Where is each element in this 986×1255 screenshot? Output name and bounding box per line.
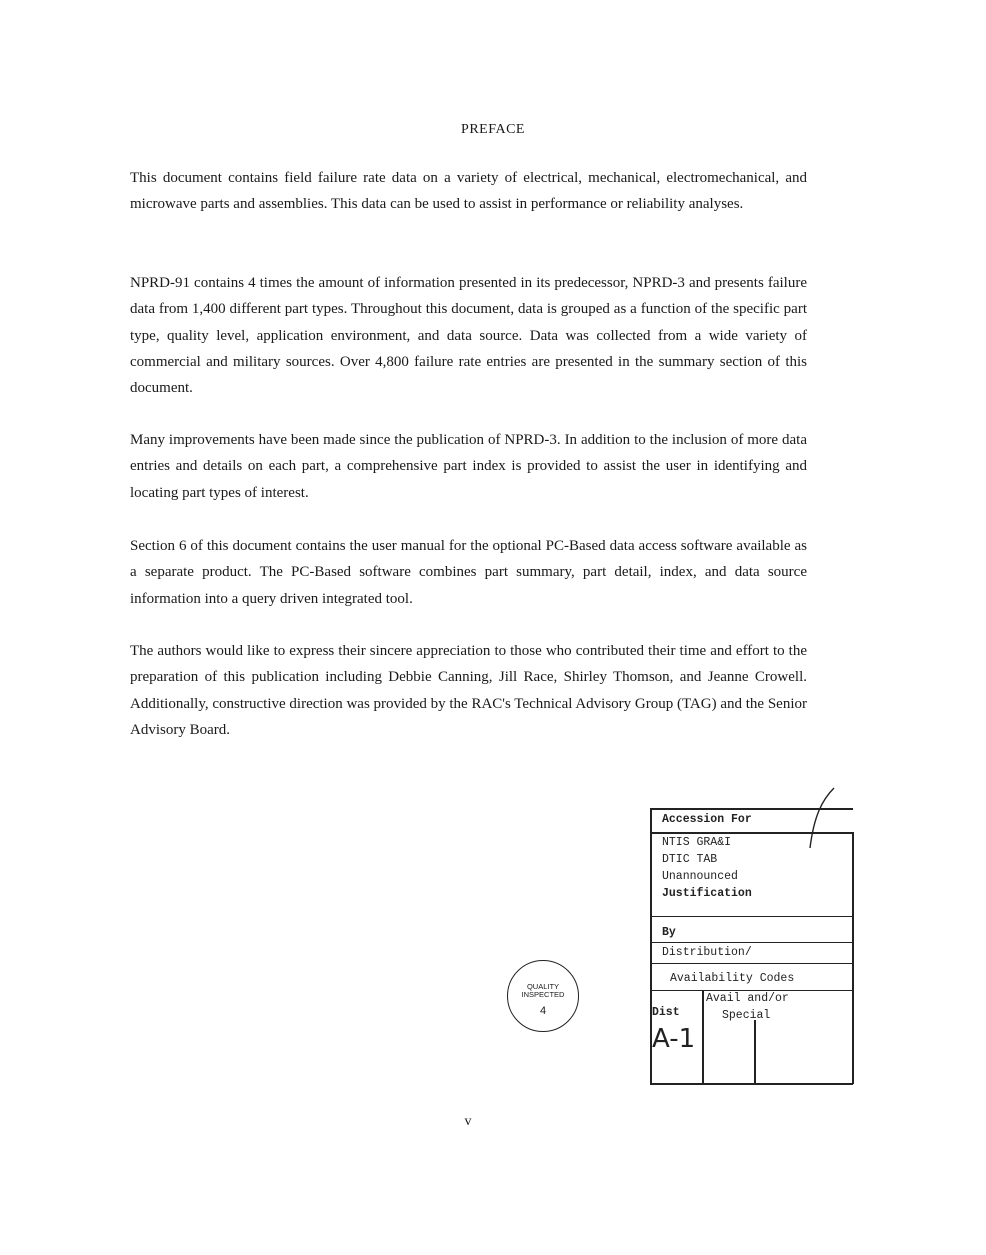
form-by: By xyxy=(662,926,676,939)
form-rule-by xyxy=(650,942,853,943)
form-rule-justification xyxy=(650,916,853,917)
form-rule-availability xyxy=(650,990,853,991)
form-dtic: DTIC TAB xyxy=(662,853,718,866)
paragraph-section-6: Section 6 of this document contains the user manual for the optional PC-Based data access software available as a separate product. The PC-Based software combines part summary, part detail, index, and data source information into a query driven integrated tool. xyxy=(130,538,807,607)
form-justification: Justification xyxy=(662,887,752,900)
form-dist: Dist xyxy=(652,1006,680,1019)
stamp-number: 4 xyxy=(539,1005,547,1017)
page-number: v xyxy=(464,1114,472,1129)
quality-inspected-stamp xyxy=(507,960,579,1032)
form-rule-bottom xyxy=(650,1083,853,1085)
paragraph-improvements: Many improvements have been made since the publication of NPRD-3. In addition to the inclusion of more data entries and details on each part, a comprehensive part index is provided to assist the user in identifying and locating part types of interest. xyxy=(130,432,807,501)
form-handwritten-entry: A-1 xyxy=(652,1024,696,1054)
handwritten-check-mark xyxy=(800,786,840,856)
form-rule-distribution xyxy=(650,963,853,964)
form-ntis: NTIS GRA&I xyxy=(662,836,732,849)
page-title: PREFACE xyxy=(461,122,525,137)
form-rule-right xyxy=(852,832,854,1084)
form-rule-dist-col xyxy=(702,990,704,1084)
form-avail-and-or: Avail and/or xyxy=(706,992,789,1005)
form-special: Special xyxy=(722,1009,771,1022)
form-rule-special-col xyxy=(754,1020,756,1084)
form-unannounced: Unannounced xyxy=(662,870,738,883)
accession-form xyxy=(650,808,853,1084)
paragraph-nprd-91: NPRD-91 contains 4 times the amount of information presented in its predecessor, NPRD-3 and presents failure data from 1,400 different part types. Throughout this document, data is grouped as a function of the specific part type, quality level, application environment, and data source. Data was collected from a wide variety of commercial and military sources. Over 4,800 failure rate entries are presented in the summary section of this document. xyxy=(130,275,807,397)
paragraph-acknowledgements: The authors would like to express their sincere appreciation to those who contributed their time and effort to the preparation of this publication including Debbie Canning, Jill Race, Shirley Thomson, and Jeanne Crowell. Additionally, constructive direction was provided by the RAC's Technical Advisory Group (TAG) and the Senior Advisory Board. xyxy=(130,643,807,738)
paragraph-intro: This document contains field failure rate data on a variety of electrical, mechanical, electromechanical, and microwave parts and assemblies. This data can be used to assist in performance or reliability analyses. xyxy=(130,170,807,213)
form-distribution: Distribution/ xyxy=(662,946,752,959)
stamp-line-inspected: INSPECTED xyxy=(521,990,565,999)
form-availability: Availability Codes xyxy=(670,972,795,985)
form-header: Accession For xyxy=(662,813,752,826)
stamp-line-quality: QUALITY xyxy=(526,982,560,991)
